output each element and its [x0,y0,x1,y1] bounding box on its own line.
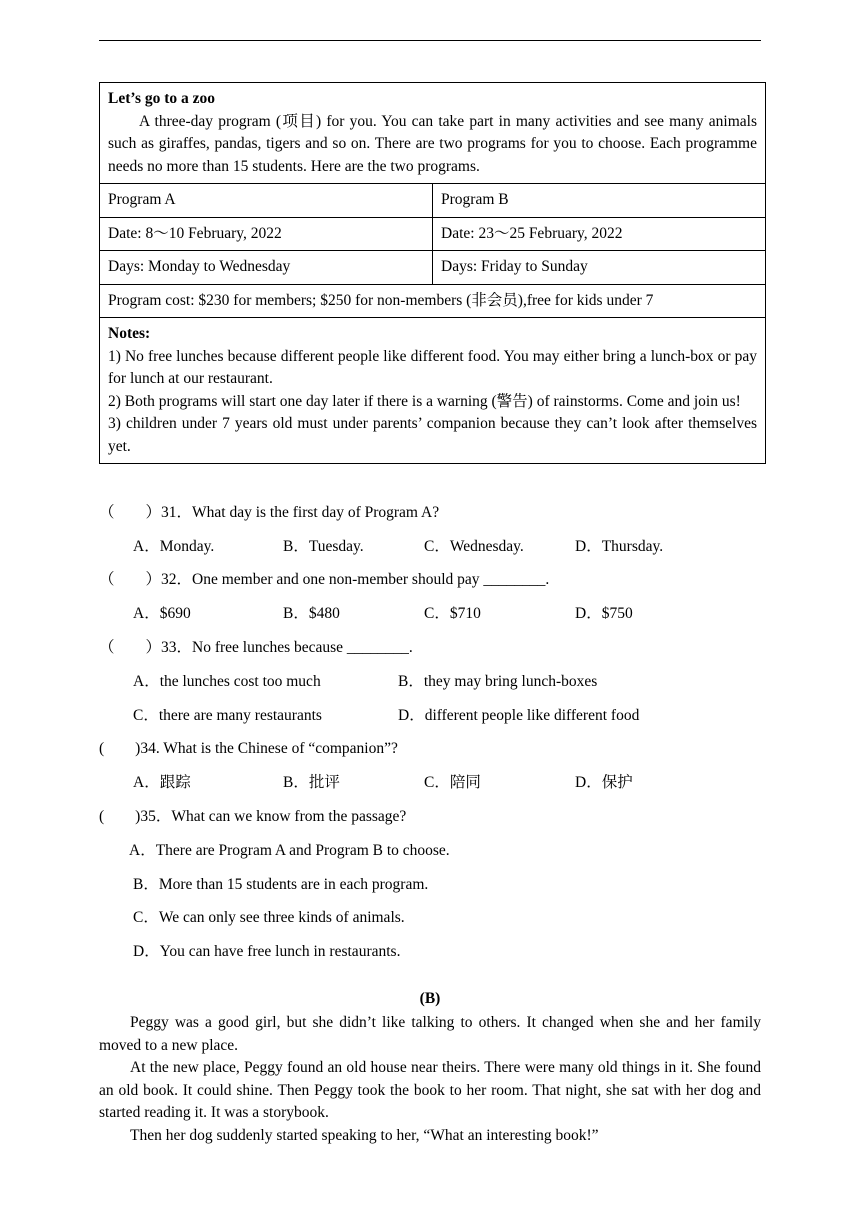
q34-option-b[interactable]: B．批评 [283,774,340,791]
q31-option-d[interactable]: D．Thursday. [575,538,664,555]
question-32: （ ）32．One member and one non-member should pay ________. [99,571,550,588]
q34-option-a[interactable]: A．跟踪 [133,774,191,791]
passage-paragraph-2: At the new place, Peggy found an old house near theirs. There were many old things in it. She found an old book. It could shine. Then Peggy took the book to her room. That night, she sat with her dog and started reading it. It was a storybook. [99,1059,761,1121]
question-31: （ ）31．What day is the first day of Program A? [99,504,440,521]
notes-title: Notes: [108,325,151,342]
q33-option-c[interactable]: C．there are many restaurants [133,707,322,724]
question-35: ( )35．What can we know from the passage? [99,808,407,825]
intro-text: A three-day program (项目) for you. You can take part in many activities and see many animals such as giraffes, pandas, tigers and so on. There are two programs for you to choose. Each programme needs no more than 15 students. Here are the two programs. [108,112,757,175]
section-b-title: (B) [419,990,441,1007]
intro-cell [100,83,766,184]
note-1: 1) No free lunches because different people like different food. You may either bring a lunch-box or pay for lunch at our restaurant. [108,347,757,387]
q35-option-a[interactable]: A．There are Program A and Program B to choose. [129,842,450,859]
q34-option-d[interactable]: D．保护 [575,774,633,791]
program-a-date: Date: 8～10 February, 2022 [100,217,433,251]
q34-option-c[interactable]: C．陪同 [424,774,481,791]
program-a-header: Program A [100,184,433,218]
q33-option-b[interactable]: B．they may bring lunch-boxes [398,673,598,690]
q32-option-d[interactable]: D．$750 [575,605,633,622]
section-b-passage [99,1012,761,1147]
program-b-date: Date: 23～25 February, 2022 [433,217,766,251]
q33-option-a[interactable]: A．the lunches cost too much [133,673,321,690]
q31-option-a[interactable]: A．Monday. [133,538,215,555]
q31-option-b[interactable]: B．Tuesday. [283,538,364,555]
q33-option-d[interactable]: D．different people like different food [398,707,640,724]
question-34: ( )34. What is the Chinese of “companion”? [99,740,398,757]
note-3: 3) children under 7 years old must under parents’ companion because they can’t look after themselves yet. [108,415,757,455]
q32-option-c[interactable]: C．$710 [424,605,481,622]
note-2: 2) Both programs will start one day later if there is a warning (警告) of rainstorms. Come and join us! [108,392,741,410]
zoo-program-table [99,82,766,464]
q31-option-c[interactable]: C．Wednesday. [424,538,524,555]
table-title: Let’s go to a zoo [108,90,216,107]
q35-option-c[interactable]: C．We can only see three kinds of animals. [133,909,405,926]
notes-cell [100,318,766,464]
passage-paragraph-3: Then her dog suddenly started speaking to her, “What an interesting book!” [130,1126,599,1144]
passage-paragraph-1: Peggy was a good girl, but she didn’t like talking to others. It changed when she and her family moved to a new place. [99,1014,761,1054]
q35-option-b[interactable]: B．More than 15 students are in each program. [133,876,429,893]
q35-option-d[interactable]: D．You can have free lunch in restaurants. [133,943,401,960]
program-a-days: Days: Monday to Wednesday [100,251,433,285]
q32-option-a[interactable]: A．$690 [133,605,191,622]
question-33: （ ）33．No free lunches because ________. [99,639,413,656]
q32-option-b[interactable]: B．$480 [283,605,340,622]
program-b-header: Program B [433,184,766,218]
program-b-days: Days: Friday to Sunday [433,251,766,285]
program-cost: Program cost: $230 for members; $250 for non-members (非会员),free for kids under 7 [100,284,766,318]
header-rule [99,40,761,41]
